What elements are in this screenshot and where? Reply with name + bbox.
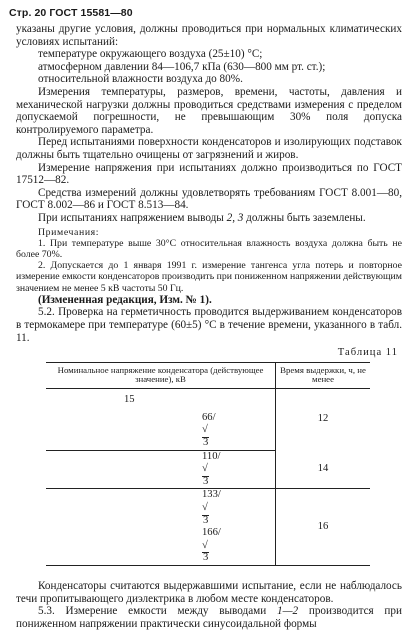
terminal-numbers: 2, 3 <box>226 211 244 224</box>
paragraph: Перед испытаниями поверхности конденсаторов и изолирующих подставок должны быть тщательно очищены от загрязнений и жиров. <box>16 136 402 161</box>
paragraph <box>16 212 402 225</box>
text: При испытаниях напряжением выводы <box>38 211 227 224</box>
voltage-value <box>124 412 275 450</box>
text: должны быть заземлены. <box>243 211 366 224</box>
table-cell-voltage <box>46 527 276 565</box>
paragraph: Конденсаторы считаются выдержавшими испытание, если не наблюдалось течи пропитывающего диэлектрика в любом месте конденсаторов. <box>16 580 402 605</box>
table-cell-voltage <box>46 388 276 412</box>
condition-pressure: атмосферном давлении 84—106,7 кПа (630—800 мм рт. ст.); <box>38 60 326 73</box>
paragraph: Измерение напряжения при испытаниях должно производиться по ГОСТ 17512—82. <box>16 161 402 187</box>
table-row <box>46 489 370 527</box>
sqrt-radicand: 3 <box>203 475 209 487</box>
sqrt-sign: √ <box>202 424 208 436</box>
voltage-value <box>124 489 275 527</box>
voltage-number: 166/ <box>202 527 221 539</box>
paragraph: Средства измерений должны удовлетворять требованиям ГОСТ 8.001—80, ГОСТ 8.002—86 и ГОСТ 8.513—84. <box>16 186 402 212</box>
table-cell-time: 12 <box>317 413 329 425</box>
voltage-number: 110/ <box>202 450 221 462</box>
voltage-value <box>124 451 275 489</box>
table-cell-voltage <box>46 412 276 450</box>
edition-note: (Измененная редакция, Изм. № 1). <box>38 293 212 306</box>
sqrt-sign: √ <box>202 463 208 475</box>
terminal-numbers: 1—2 <box>276 605 299 618</box>
sqrt-radicand: 3 <box>203 552 209 564</box>
paragraph: указаны другие условия, должны проводиться при нормальных климатических условиях испытаний: <box>16 23 402 48</box>
voltage-number: 133/ <box>202 489 221 501</box>
text: производится при пониженном напряжении практически синусоидальной формы <box>16 605 402 630</box>
page-header: Стр. 20 ГОСТ 15581—80 <box>9 7 133 19</box>
text: 5.3. Измерение емкости между выводами <box>38 605 277 618</box>
table-row <box>46 388 370 412</box>
table-header-row <box>46 362 370 388</box>
table-cell-time: 14 <box>276 450 371 489</box>
note-1: 1. При температуре выше 30°С относительная влажность воздуха должна быть не более 70%. <box>16 237 402 260</box>
table-row <box>46 450 370 489</box>
voltage-value: 15 <box>124 394 135 406</box>
table-cell-time: 16 <box>276 489 371 566</box>
paragraph: Измерения температуры, размеров, времени, частоты, давления и механической нагрузки должны проводиться средствами измерения с пределом допускаемой погрешности, не превышающим 30% поля допуска контролируемого параметра. <box>16 85 402 136</box>
table-cell-voltage <box>46 450 276 489</box>
sqrt-sign: √ <box>202 502 208 514</box>
voltage-number: 66/ <box>202 411 216 423</box>
table-header-time: Время выдержки, ч, не менее <box>276 362 371 388</box>
sqrt-sign: √ <box>202 539 208 551</box>
paragraph: 5.2. Проверка на герметичность проводится выдерживанием конденсаторов в термокамере при температуре (60±5) °С в течение времени, указанного в табл. 11. <box>16 306 402 344</box>
sqrt-radicand: 3 <box>203 514 209 526</box>
table-cell-voltage <box>46 489 276 527</box>
table-11 <box>46 362 370 566</box>
condition-temperature: температуре окружающего воздуха (25±10) °С; <box>38 48 263 61</box>
paragraph <box>16 605 402 630</box>
notes-title: Примечания: <box>38 226 100 238</box>
sqrt-radicand: 3 <box>203 437 209 449</box>
condition-humidity: относительной влажности воздуха до 80%. <box>38 73 243 86</box>
note-2: 2. Допускается до 1 января 1991 г. измерение тангенса угла потерь и повторное измерение емкости конденсаторов производить при пониженном напряжении действующим значением не менее 5 кВ частоты 50 Гц. <box>16 260 402 294</box>
document-body <box>16 23 402 630</box>
table-caption: Таблица 11 <box>337 347 398 359</box>
voltage-value <box>124 527 275 565</box>
table-header-voltage: Номинальное напряжение конденсатора (действующее значение), кВ <box>46 362 276 388</box>
